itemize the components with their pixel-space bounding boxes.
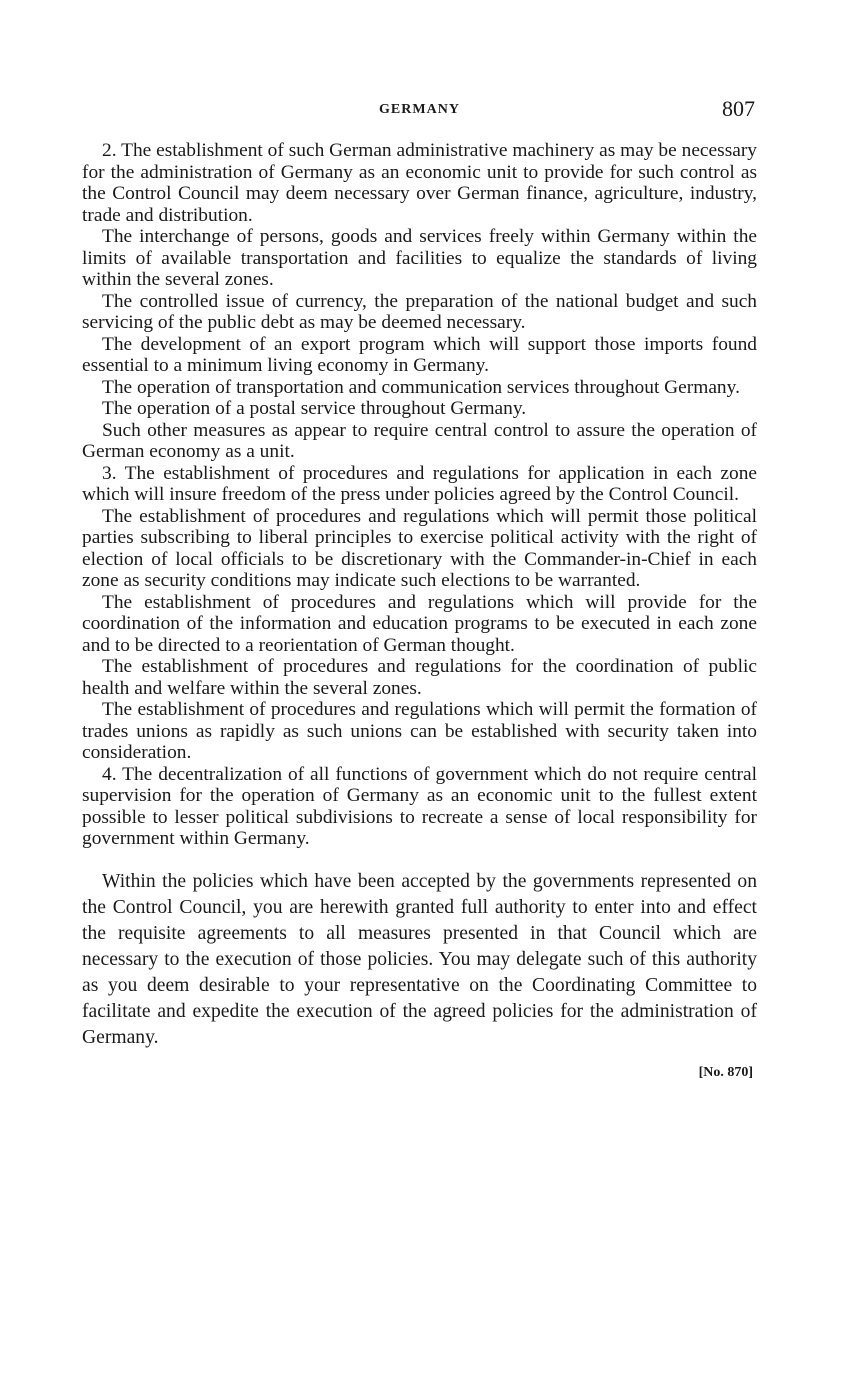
running-title: GERMANY (379, 102, 460, 117)
paragraph: The controlled issue of currency, the preparation of the national budget and such servicing of the public debt as may be deemed necessary. (82, 290, 757, 333)
paragraph: The development of an export program which will support those imports found essential to a minimum living economy in Germany. (82, 333, 757, 376)
running-head (82, 96, 757, 136)
paragraph: The establishment of procedures and regulations which will permit the formation of trades unions as rapidly as such unions can be established with security taken into consideration. (82, 699, 757, 763)
paragraph: Such other measures as appear to require central control to assure the operation of German economy as a unit. (82, 419, 757, 462)
paragraph: 3. The establishment of procedures and regulations for application in each zone which will insure freedom of the press under policies agreed by the Control Council. (82, 462, 757, 505)
paragraph: The establishment of procedures and regulations which will permit those political parties subscribing to liberal principles to exercise political activity with the right of election of local officials to be discretionary with the Commander-in-Chief in each zone as security conditions may indicate such elections to be warranted. (82, 505, 757, 591)
closing-paragraph: Within the policies which have been accepted by the governments represented on the Control Council, you are herewith granted full authority to enter into and effect the requisite agreements to all measures presented in that Council which are necessary to the execution of those policies. You may delegate such of this authority as you deem desirable to your representative on the Coordinating Committee to facilitate and expedite the execution of the agreed policies for the administration of Germany. (82, 870, 757, 1048)
paragraph: The establishment of procedures and regulations which will provide for the coordination of the information and education programs to be executed in each zone and to be directed to a reorientation of German thought. (82, 591, 757, 656)
paragraph: 2. The establishment of such German administrative machinery as may be necessary for the administration of Germany as an economic unit to provide for such control as the Control Council may deem necessary over German finance, agriculture, industry, trade and distribution. (82, 140, 757, 226)
paragraph: The operation of a postal service throughout Germany. (102, 398, 527, 419)
body-text (82, 140, 757, 850)
paragraph: 4. The decentralization of all functions of government which do not require central supervision for the operation of Germany as an economic unit to the fullest extent possible to lesser political subdivisions to recreate a sense of local responsibility for government within Germany. (82, 763, 757, 849)
paragraph: The interchange of persons, goods and services freely within Germany within the limits of available transportation and facilities to equalize the standards of living within the several zones. (82, 226, 757, 290)
paragraph: The establishment of procedures and regulations for the coordination of public health and welfare within the several zones. (82, 656, 757, 699)
page-number: 807 (722, 96, 755, 121)
paragraph: The operation of transportation and communication services throughout Germany. (102, 376, 740, 398)
document-page (82, 0, 757, 1081)
document-number: [No. 870] (698, 1064, 753, 1080)
